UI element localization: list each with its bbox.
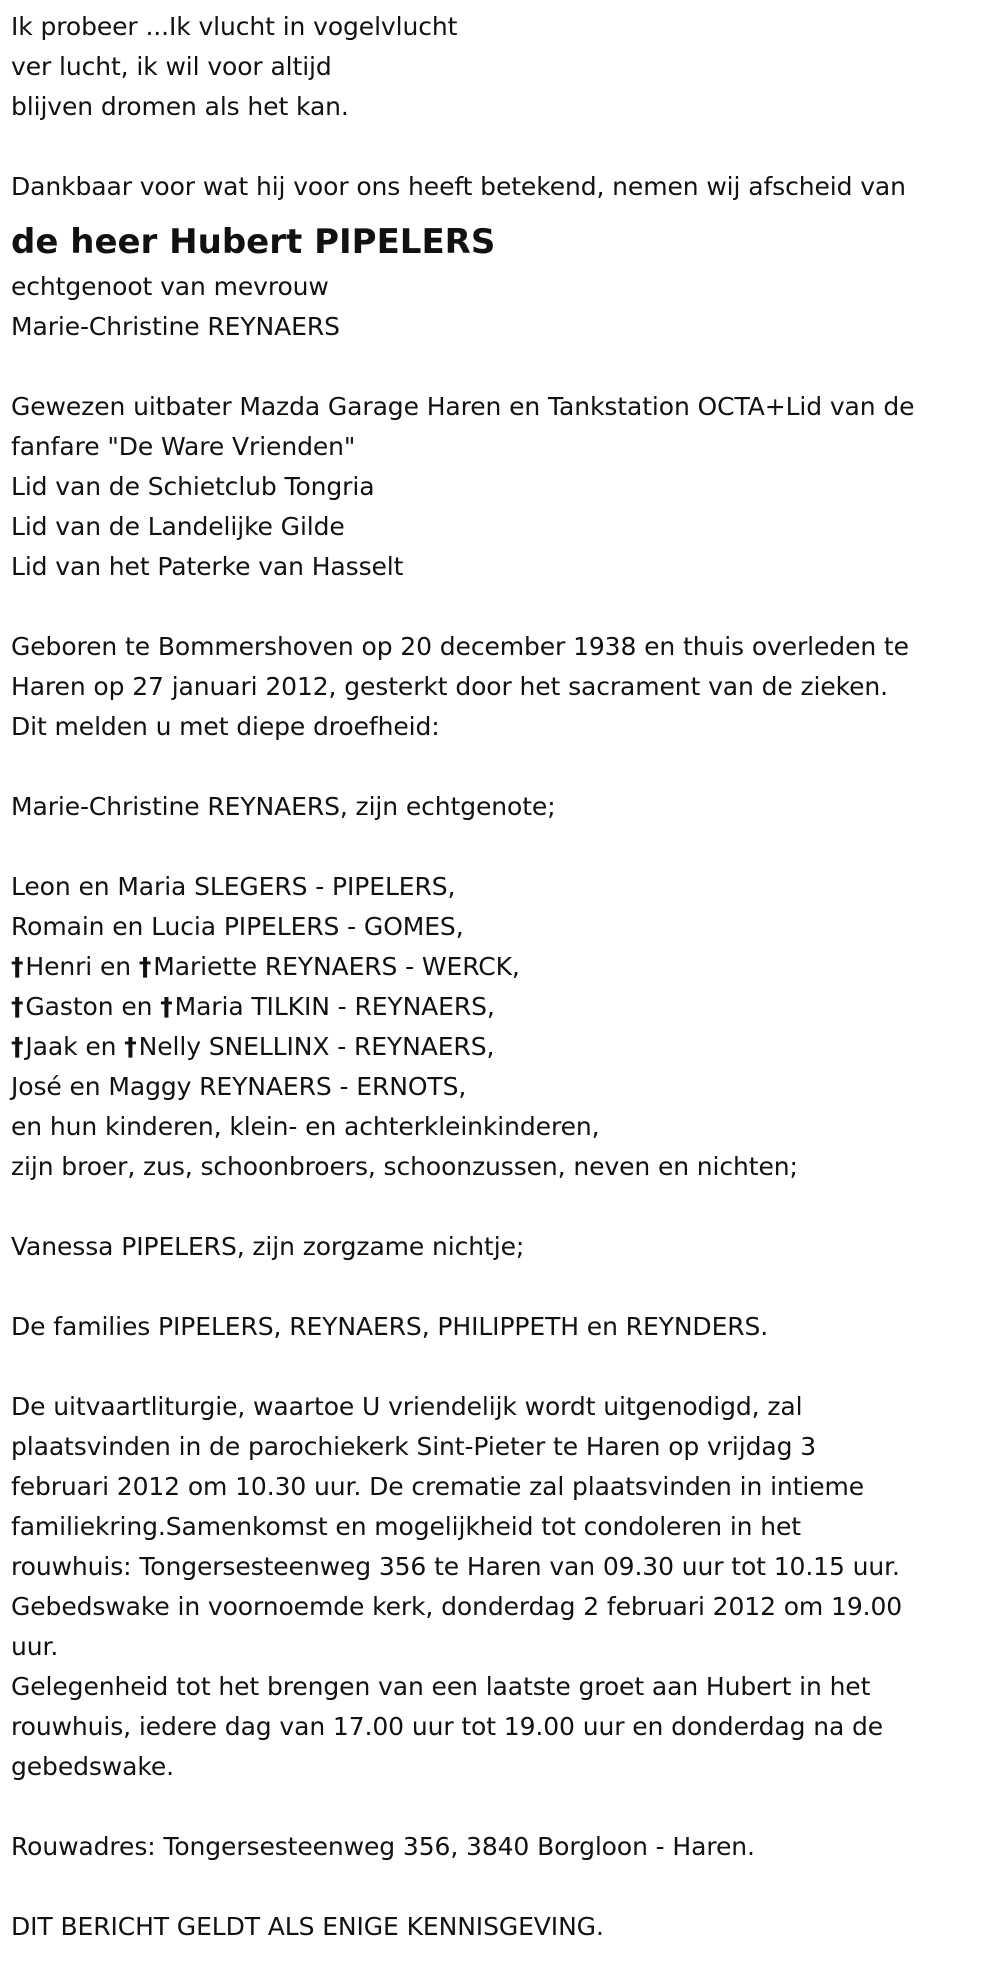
family-name: Jaak en [25, 1032, 117, 1061]
ceremony-info [11, 1387, 996, 1787]
spacer [11, 347, 996, 387]
family-line: Romain en Lucia PIPELERS - GOMES, [11, 912, 464, 941]
poem-line: Ik probeer ...Ik vlucht in vogelvlucht [11, 12, 458, 41]
family-line: José en Maggy REYNAERS - ERNOTS, [11, 1072, 467, 1101]
family-name: Maria TILKIN - REYNAERS, [174, 992, 495, 1021]
ceremony-line: plaatsvinden in de parochiekerk Sint-Pieter te Haren op vrijdag 3 [11, 1432, 817, 1461]
ceremony-line: Gelegenheid tot het brengen van een laatste groet aan Hubert in het [11, 1672, 871, 1701]
birth-death-line: Dit melden u met diepe droefheid: [11, 712, 440, 741]
cross-icon: † [11, 1032, 24, 1061]
ceremony-line: De uitvaartliturgie, waartoe U vriendelijk wordt uitgenodigd, zal [11, 1392, 803, 1421]
family-line [11, 947, 996, 987]
spouse-mention: Marie-Christine REYNAERS, zijn echtgenote; [11, 792, 556, 821]
family-line: en hun kinderen, klein- en achterkleinkinderen, [11, 1112, 600, 1141]
family-line: Leon en Maria SLEGERS - PIPELERS, [11, 872, 456, 901]
ceremony-line: rouwhuis: Tongersesteenweg 356 te Haren van 09.30 uur tot 10.15 uur. [11, 1552, 900, 1581]
family-name: Gaston en [25, 992, 153, 1021]
ceremony-line: gebedswake. [11, 1752, 174, 1781]
family-name: Henri en [25, 952, 132, 981]
ceremony-line: Gebedswake in voornoemde kerk, donderdag 2 februari 2012 om 19.00 [11, 1592, 903, 1621]
ceremony-line: familiekring.Samenkomst en mogelijkheid tot condoleren in het [11, 1512, 801, 1541]
footer-notice: DIT BERICHT GELDT ALS ENIGE KENNISGEVING. [11, 1912, 604, 1941]
family-name: Mariette REYNAERS - WERCK, [153, 952, 520, 981]
birth-death-info [11, 627, 996, 747]
family-line [11, 987, 996, 1027]
spacer [11, 587, 996, 627]
spacer [11, 1187, 996, 1227]
spacer [11, 1787, 996, 1827]
spacer [11, 747, 996, 787]
spouse-line: Marie-Christine REYNAERS [11, 312, 340, 341]
spouse-line: echtgenoot van mevrouw [11, 272, 329, 301]
family-line [11, 1027, 996, 1067]
cross-icon: † [160, 992, 173, 1021]
bio-line: Lid van de Schietclub Tongria [11, 472, 375, 501]
cross-icon: † [11, 992, 24, 1021]
poem-line: blijven dromen als het kan. [11, 92, 349, 121]
cross-icon: † [124, 1032, 137, 1061]
bio-line: Lid van het Paterke van Hasselt [11, 552, 404, 581]
bio-line: fanfare "De Ware Vrienden" [11, 432, 356, 461]
families-mention: De families PIPELERS, REYNAERS, PHILIPPETH en REYNDERS. [11, 1312, 769, 1341]
mourning-address: Rouwadres: Tongersesteenweg 356, 3840 Borgloon - Haren. [11, 1832, 755, 1861]
deceased-name: de heer Hubert PIPELERS [11, 222, 496, 262]
bio-line: Gewezen uitbater Mazda Garage Haren en Tankstation OCTA+Lid van de [11, 392, 915, 421]
family-line: zijn broer, zus, schoonbroers, schoonzussen, neven en nichten; [11, 1152, 798, 1181]
biography [11, 387, 996, 587]
family-name: Nelly SNELLINX - REYNAERS, [138, 1032, 495, 1061]
spacer [11, 827, 996, 867]
spacer [11, 1347, 996, 1387]
niece-mention: Vanessa PIPELERS, zijn zorgzame nichtje; [11, 1232, 525, 1261]
spacer [11, 1867, 996, 1907]
spacer [11, 1267, 996, 1307]
intro-text: Dankbaar voor wat hij voor ons heeft betekend, nemen wij afscheid van [11, 172, 906, 201]
cross-icon: † [138, 952, 152, 981]
ceremony-line: februari 2012 om 10.30 uur. De crematie zal plaatsvinden in intieme [11, 1472, 865, 1501]
birth-death-line: Geboren te Bommershoven op 20 december 1938 en thuis overleden te [11, 632, 909, 661]
cross-icon: † [11, 952, 24, 981]
poem [11, 7, 996, 127]
ceremony-line: uur. [11, 1632, 59, 1661]
family-list [11, 867, 996, 1187]
ceremony-line: rouwhuis, iedere dag van 17.00 uur tot 19.00 uur en donderdag na de [11, 1712, 884, 1741]
poem-line: ver lucht, ik wil voor altijd [11, 52, 332, 81]
spacer [11, 127, 996, 167]
birth-death-line: Haren op 27 januari 2012, gesterkt door het sacrament van de zieken. [11, 672, 889, 701]
bio-line: Lid van de Landelijke Gilde [11, 512, 345, 541]
death-notice [11, 7, 996, 1947]
